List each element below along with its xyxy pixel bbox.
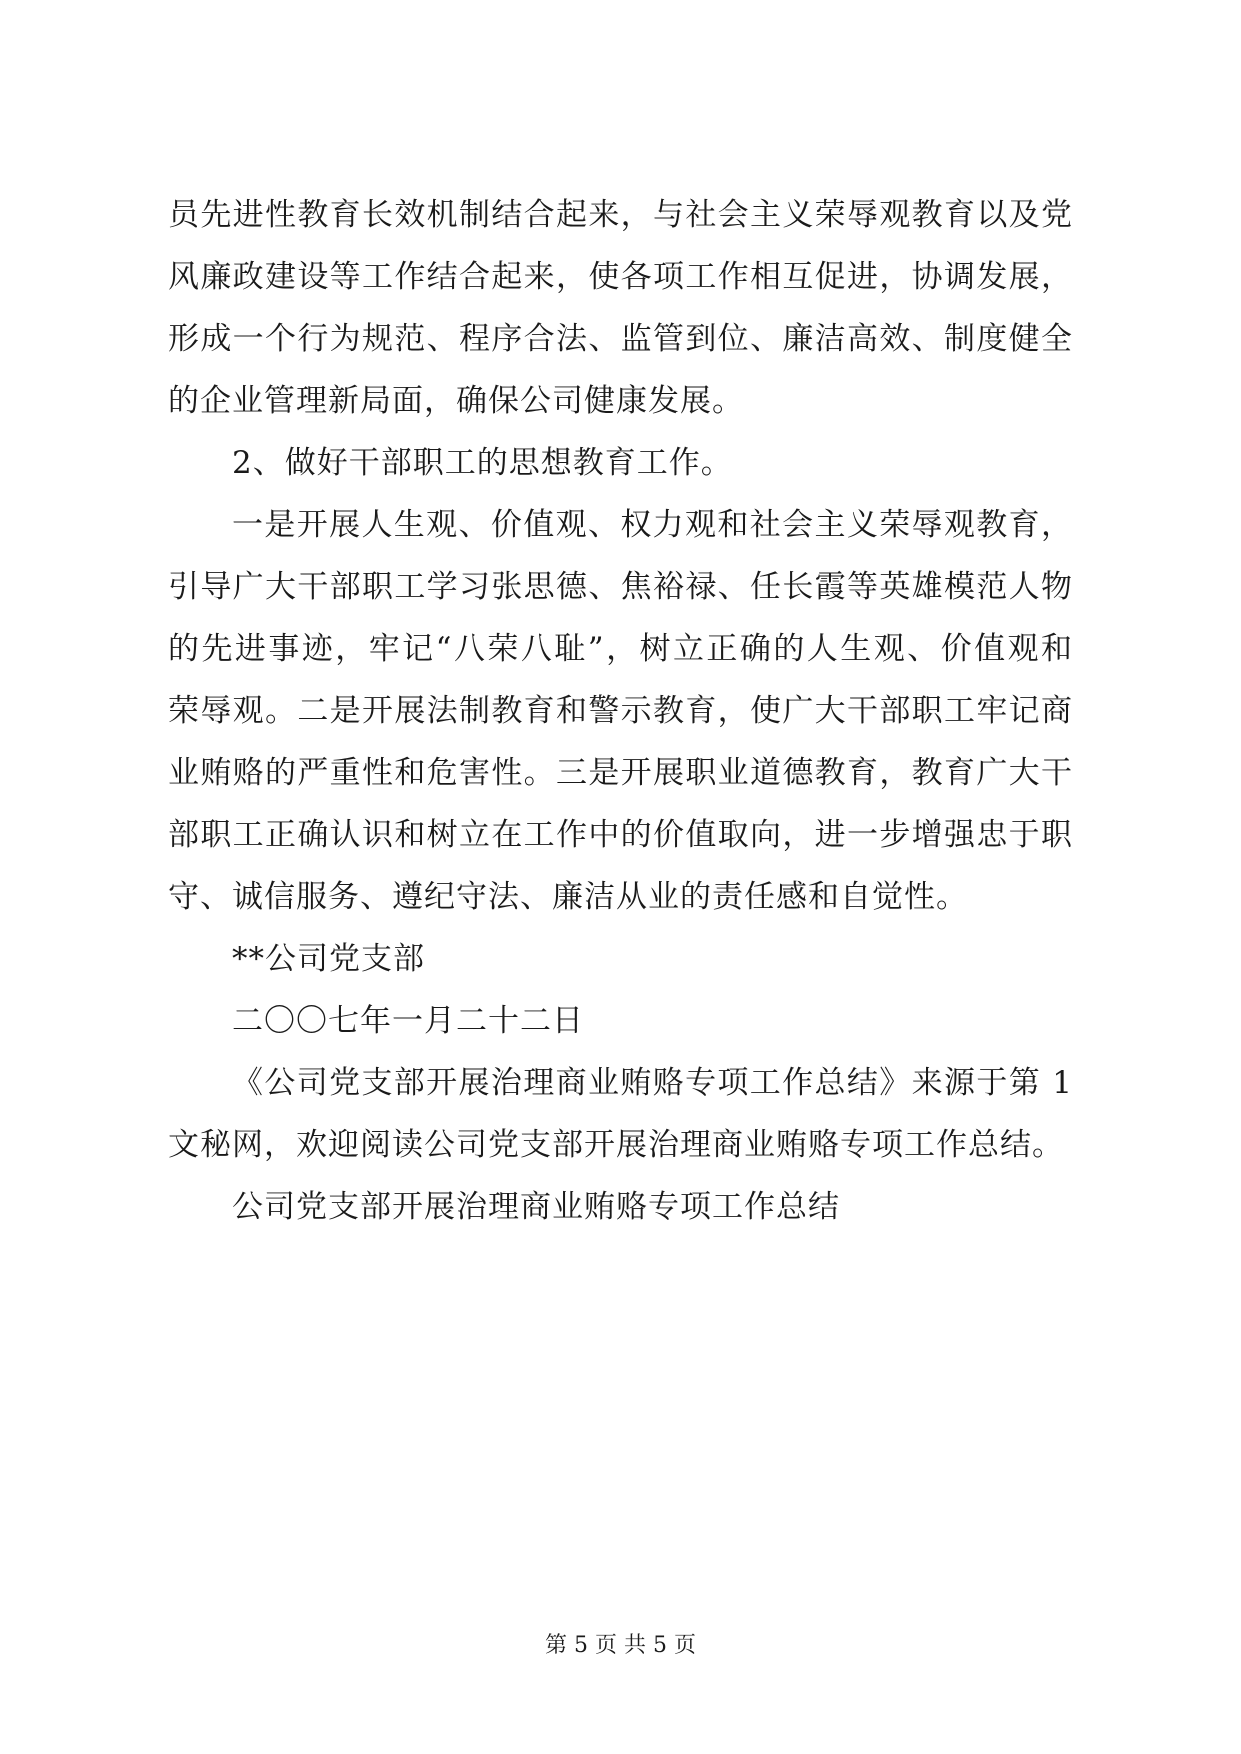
section-heading: 2、做好干部职工的思想教育工作。: [232, 446, 733, 480]
document-title-repeat: 公司党支部开展治理商业贿赂专项工作总结: [232, 1190, 840, 1224]
paragraph-line: 的企业管理新局面，确保公司健康发展。: [168, 384, 744, 418]
paragraph-line: 荣辱观。二是开展法制教育和警示教育，使广大干部职工牢记商: [168, 694, 1073, 728]
paragraph-line: 守、诚信服务、遵纪守法、廉洁从业的责任感和自觉性。: [168, 880, 968, 914]
paragraph-line: 的先进事迹，牢记“八荣八耻”，树立正确的人生观、价值观和: [168, 632, 1073, 666]
paragraph-line: 形成一个行为规范、程序合法、监管到位、廉洁高效、制度健全: [168, 322, 1073, 356]
paragraph-line: 部职工正确认识和树立在工作中的价值取向，进一步增强忠于职: [168, 818, 1073, 852]
source-note-line: 《公司党支部开展治理商业贿赂专项工作总结》来源于第 1: [232, 1066, 1073, 1100]
page-number-footer: 第 5 页 共 5 页: [545, 1633, 696, 1658]
paragraph-line: 风廉政建设等工作结合起来，使各项工作相互促进，协调发展，: [168, 260, 1073, 294]
paragraph-line: 一是开展人生观、价值观、权力观和社会主义荣辱观教育，: [232, 508, 1073, 542]
document-body: [168, 198, 1073, 1252]
paragraph-line: 业贿赂的严重性和危害性。三是开展职业道德教育，教育广大干: [168, 756, 1073, 790]
paragraph-line: 引导广大干部职工学习张思德、焦裕禄、任长霞等英雄模范人物: [168, 570, 1073, 604]
signature-date: 二〇〇七年一月二十二日: [232, 1004, 584, 1038]
paragraph-line: 员先进性教育长效机制结合起来，与社会主义荣辱观教育以及党: [168, 198, 1073, 232]
signature-organization: **公司党支部: [232, 942, 425, 976]
source-note-line: 文秘网，欢迎阅读公司党支部开展治理商业贿赂专项工作总结。: [168, 1128, 1064, 1162]
